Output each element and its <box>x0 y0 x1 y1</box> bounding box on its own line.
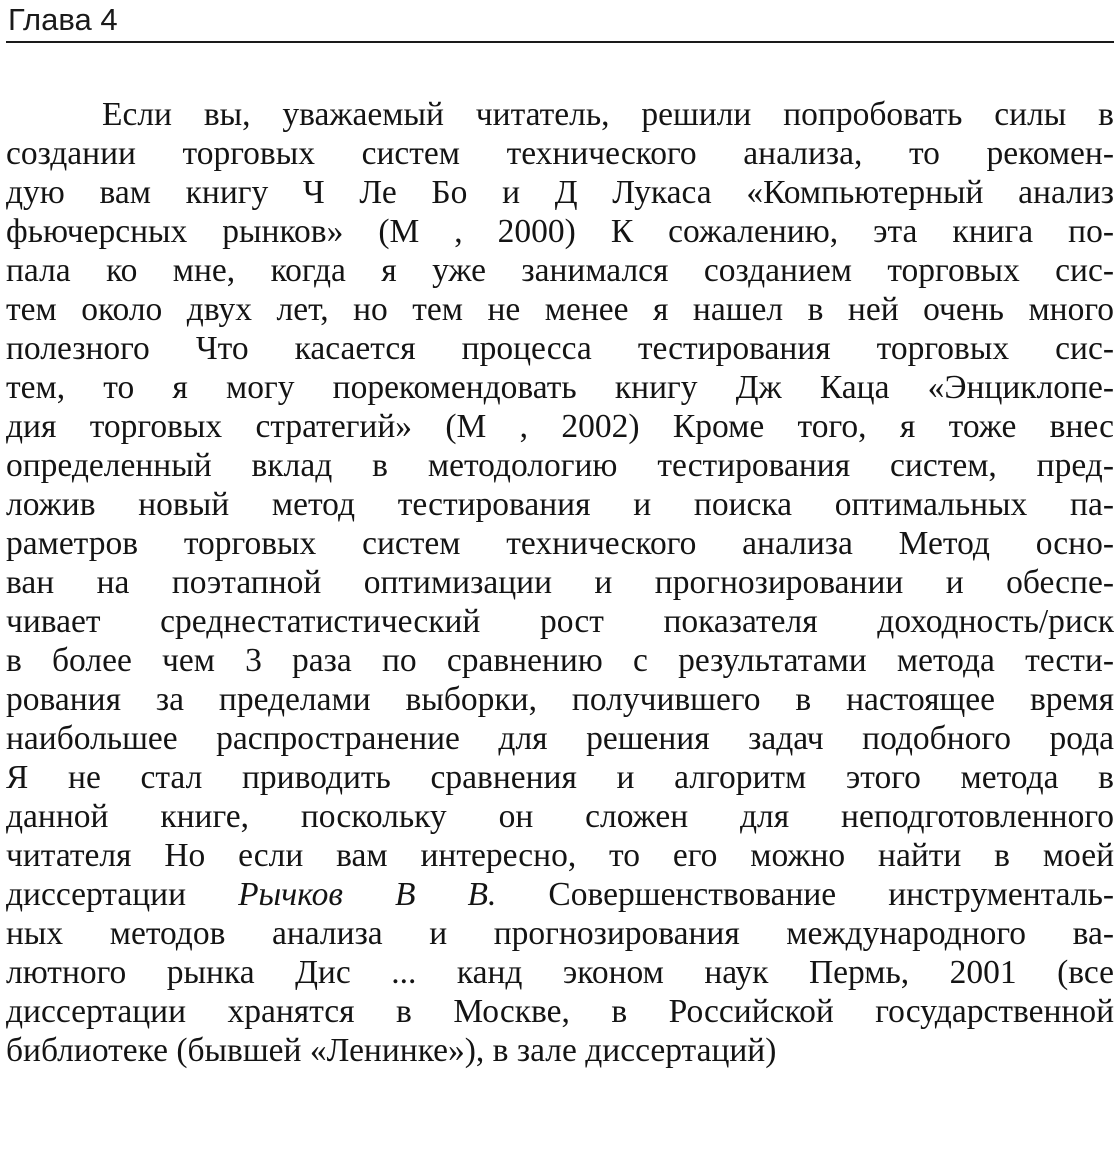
text-segment: диссертации <box>6 876 239 913</box>
text-line: дия торговых стратегий» (М , 2002) Кроме того, я тоже внес <box>6 408 1114 445</box>
text-line: наибольшее распространение для решения задач подобного рода <box>6 720 1114 757</box>
text-line: создании торговых систем технического анализа, то рекомен- <box>6 135 1114 172</box>
text-line: рования за пределами выборки, получившего в настоящее время <box>6 681 1114 718</box>
text-line: определенный вклад в методологию тестирования систем, пред- <box>6 447 1114 484</box>
header-rule <box>6 41 1114 43</box>
text-line: читателя Но если вам интересно, то его можно найти в моей <box>6 837 1114 874</box>
text-line: библиотеке (бывшей «Ленинке»), в зале диссертаций) <box>6 1032 777 1069</box>
text-line: фьючерсных рынков» (М , 2000) К сожалению, эта книга по- <box>6 213 1114 250</box>
text-line: ложив новый метод тестирования и поиска оптимальных па- <box>6 486 1114 523</box>
text-line: в более чем 3 раза по сравнению с результатами метода тести- <box>6 642 1114 679</box>
text-line: раметров торговых систем технического анализа Метод осно- <box>6 525 1114 562</box>
text-line: Если вы, уважаемый читатель, решили попробовать силы в <box>102 96 1114 133</box>
text-line-with-citation <box>6 875 1114 914</box>
text-line: лютного рынка Дис ... канд эконом наук Пермь, 2001 (все <box>6 954 1114 991</box>
citation-author: Рычков В В. <box>238 876 497 913</box>
running-header-chapter: Глава 4 <box>8 2 118 37</box>
text-line: данной книге, поскольку он сложен для неподготовленного <box>6 798 1114 835</box>
text-line: пала ко мне, когда я уже занимался созданием торговых сис- <box>6 252 1114 289</box>
text-line: ван на поэтапной оптимизации и прогнозировании и обеспе- <box>6 564 1114 601</box>
text-line: диссертации хранятся в Москве, в Российской государственной <box>6 993 1114 1030</box>
text-segment: Совершенствование инструменталь- <box>496 876 1114 913</box>
text-line: Я не стал приводить сравнения и алгоритм этого метода в <box>6 759 1114 796</box>
text-line: тем, то я могу порекомендовать книгу Дж Каца «Энциклопе- <box>6 369 1114 406</box>
text-line: полезного Что касается процесса тестирования торговых сис- <box>6 330 1114 367</box>
text-line: чивает среднестатистический рост показателя доходность/риск <box>6 603 1114 640</box>
text-line: дую вам книгу Ч Ле Бо и Д Лукаса «Компьютерный анализ <box>6 174 1114 211</box>
text-line: ных методов анализа и прогнозирования международного ва- <box>6 915 1114 952</box>
text-line: тем около двух лет, но тем не менее я нашел в ней очень много <box>6 291 1114 328</box>
body-paragraph <box>6 95 1114 1070</box>
